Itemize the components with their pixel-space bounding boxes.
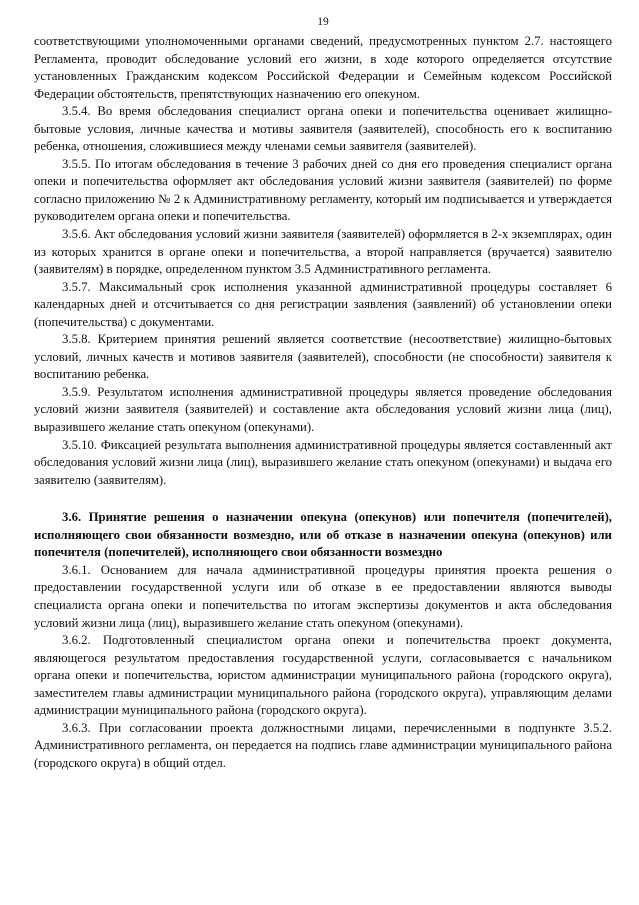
paragraph-3-5-6: 3.5.6. Акт обследования условий жизни заявителя (заявителей) оформляется в 2-х экземплярах, один из которых хранится в органе опеки и попечительства, а второй направляется (вручается) заявителю (заявителям) в порядке, определенном пунктом 3.5 Административного регламента. [34, 227, 612, 277]
page-number: 19 [317, 16, 329, 28]
paragraph-continuation: соответствующими уполномоченными органами сведений, предусмотренных пунктом 2.7. настоящего Регламента, проводит обследование условий его жизни, в ходе которого определяется отсутствие установленных Гражданским кодексом Российской Федерации и Семейным кодексом Российской Федерации обстоятельств, препятствующих назначению его опекуном. [34, 34, 612, 101]
paragraph-3-5-4: 3.5.4. Во время обследования специалист органа опеки и попечительства оценивает жилищно-бытовые условия, личные качества и мотивы заявителя (заявителей), способность его к воспитанию ребенка, отношения, сложившиеся между членами семьи заявителя (заявителей). [34, 104, 612, 154]
paragraph-3-5-10: 3.5.10. Фиксацией результата выполнения административной процедуры является составленный акт обследования условий жизни лица (лиц), выразившего желание стать опекуном (опекунами) и выдача его заявителю (заявителям). [34, 437, 612, 487]
paragraph-3-5-8: 3.5.8. Критерием принятия решений является соответствие (несоответствие) жилищно-бытовых условий, личных качеств и мотивов заявителя (заявителей), способности (не способности) заявителя к воспитанию ребенка. [34, 332, 612, 382]
paragraph-3-5-7: 3.5.7. Максимальный срок исполнения указанной административной процедуры составляет 6 календарных дней и отсчитывается со дня регистрации заявления (заявлений) об установлении опеки (попечительства) с документами. [34, 279, 612, 329]
paragraph-3-6-1: 3.6.1. Основанием для начала административной процедуры принятия проекта решения о предоставлении государственной услуги или об отказе в ее предоставлении являются выводы специалиста органа опеки и попечительства по итогам экспертизы документов и акта обследования условий жизни лица (лиц), выразившего желание стать опекуном (опекунами). [34, 562, 612, 630]
paragraph-3-5-9: 3.5.9. Результатом исполнения административной процедуры является проведение обследования условий жизни заявителя (заявителей) и составление акта обследования условий жизни лица (лиц), выразившего желание стать опекуном (опекунами). [34, 384, 612, 435]
document-page [34, 14, 612, 772]
paragraph-3-6-2: 3.6.2. Подготовленный специалистом органа опеки и попечительства проект документа, являющегося результатом предоставления государственной услуги, согласовывается с начальником органа опеки и попечительства, юристом администрации муниципального района (городского округа), заместителем главы администрации муниципального района (городского округа), управляющим делами администрации муниципального района (городского округа). [34, 633, 612, 718]
paragraph-3-5-5: 3.5.5. По итогам обследования в течение 3 рабочих дней со дня его проведения специалист органа опеки и попечительства оформляет акт обследования условий жизни заявителя (заявителей) по форме согласно приложению № 2 к Административному регламенту, который им подписывается и утверждается руководителем органа опеки и попечительства. [34, 156, 612, 224]
section-gap [34, 489, 612, 509]
paragraph-3-6-3: 3.6.3. При согласовании проекта должностными лицами, перечисленными в подпункте 3.5.2. Административного регламента, он передается на подпись главе администрации муниципального района (городского округа) в общий отдел. [34, 720, 612, 770]
section-heading-3-6: 3.6. Принятие решения о назначении опекуна (опекунов) или попечителя (попечителей), исполняющего свои обязанности возмездно, или об отказе в назначении опекуна (опекунов) или попечителя (попечителей), исполняющего свои обязанности возмездно [34, 510, 612, 560]
